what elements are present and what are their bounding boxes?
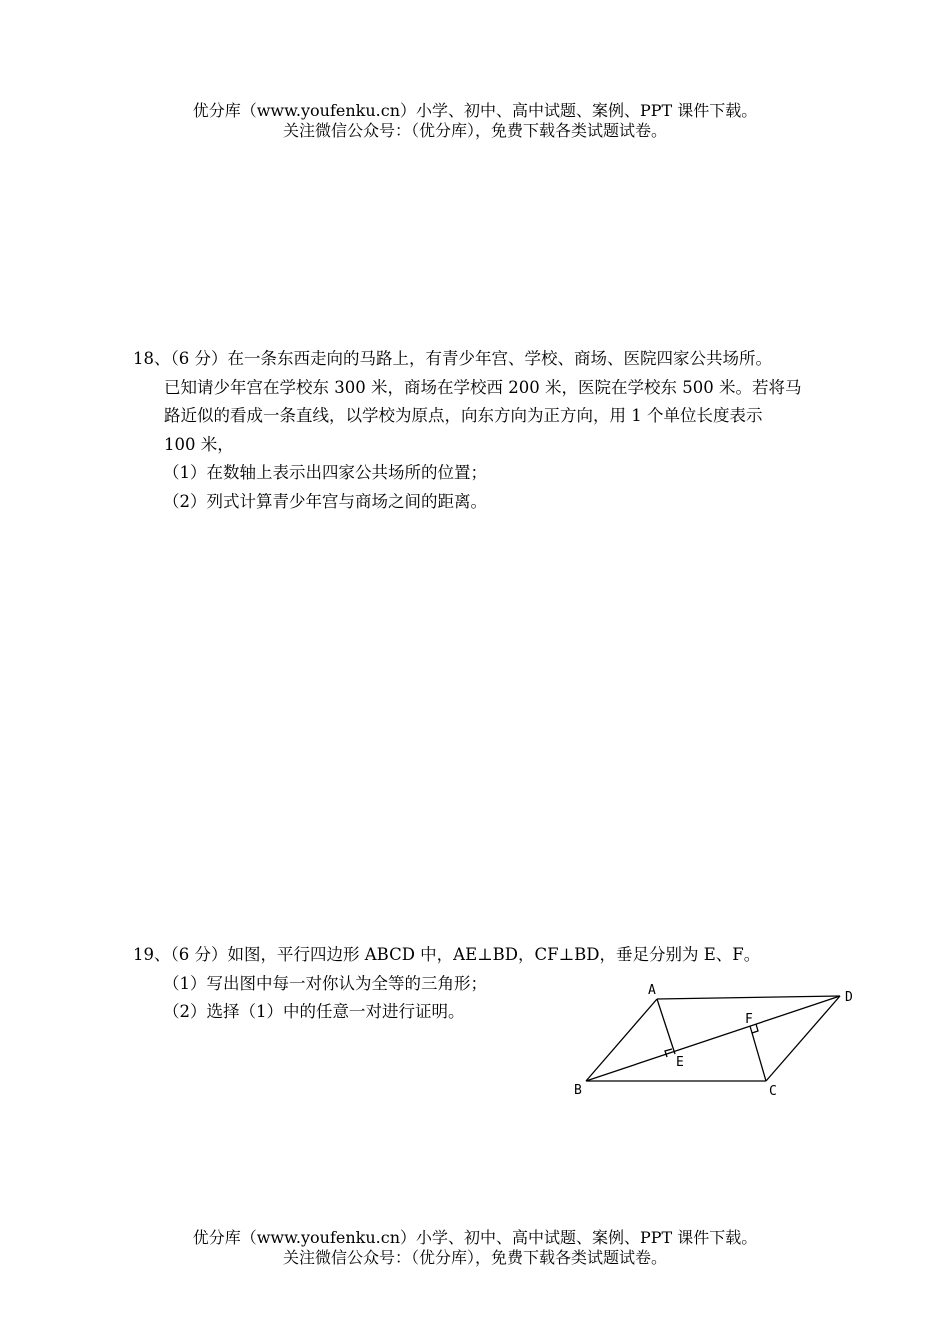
segment-ae [657, 999, 675, 1054]
q19-part-1: （1）写出图中每一对你认为全等的三角形； [163, 973, 487, 993]
question-18 [133, 345, 801, 516]
q18-line-3: 路近似的看成一条直线，以学校为原点，向东方向为正方向，用 1 个单位长度表示 [164, 406, 763, 425]
q18-line-1: 18、（6 分）在一条东西走向的马路上，有青少年宫、学校、商场、医院四家公共场所。 [133, 349, 772, 368]
header-line-1: 优分库（www.youfenku.cn）小学、初中、高中试题、案例、PPT 课件下载。 [192, 101, 758, 120]
q18-part-2: （2）列式计算青少年宫与商场之间的距离。 [163, 491, 487, 511]
label-c: C [769, 1084, 777, 1099]
label-d: D [845, 990, 853, 1005]
q19-part-2: （2）选择（1）中的任意一对进行证明。 [163, 1002, 465, 1021]
label-b: B [574, 1083, 582, 1098]
q18-part-1: （1）在数轴上表示出四家公共场所的位置； [163, 463, 487, 482]
page-footer [0, 1228, 950, 1268]
q18-line-4: 100 米， [164, 434, 234, 454]
parallelogram-figure [565, 975, 865, 1105]
segment-cf [750, 1026, 766, 1081]
label-e: E [676, 1055, 684, 1070]
label-f: F [745, 1012, 753, 1027]
q18-line-2: 已知请少年宫在学校东 300 米，商场在学校西 200 米，医院在学校东 500 米。若将马 [164, 377, 802, 397]
page-header [0, 101, 950, 141]
footer-line-2: 关注微信公众号：（优分库），免费下载各类试题试卷。 [282, 1248, 667, 1267]
q19-line-1: 19、（6 分）如图，平行四边形 ABCD 中，AE⊥BD，CF⊥BD，垂足分别为 E、F。 [133, 945, 761, 964]
side-ad [657, 996, 840, 999]
header-line-2: 关注微信公众号：（优分库），免费下载各类试题试卷。 [282, 121, 667, 140]
parallelogram-diagram [565, 975, 865, 1105]
diagonal-bd [586, 996, 840, 1081]
footer-line-1: 优分库（www.youfenku.cn）小学、初中、高中试题、案例、PPT 课件下载。 [192, 1228, 758, 1247]
label-a: A [648, 983, 656, 998]
